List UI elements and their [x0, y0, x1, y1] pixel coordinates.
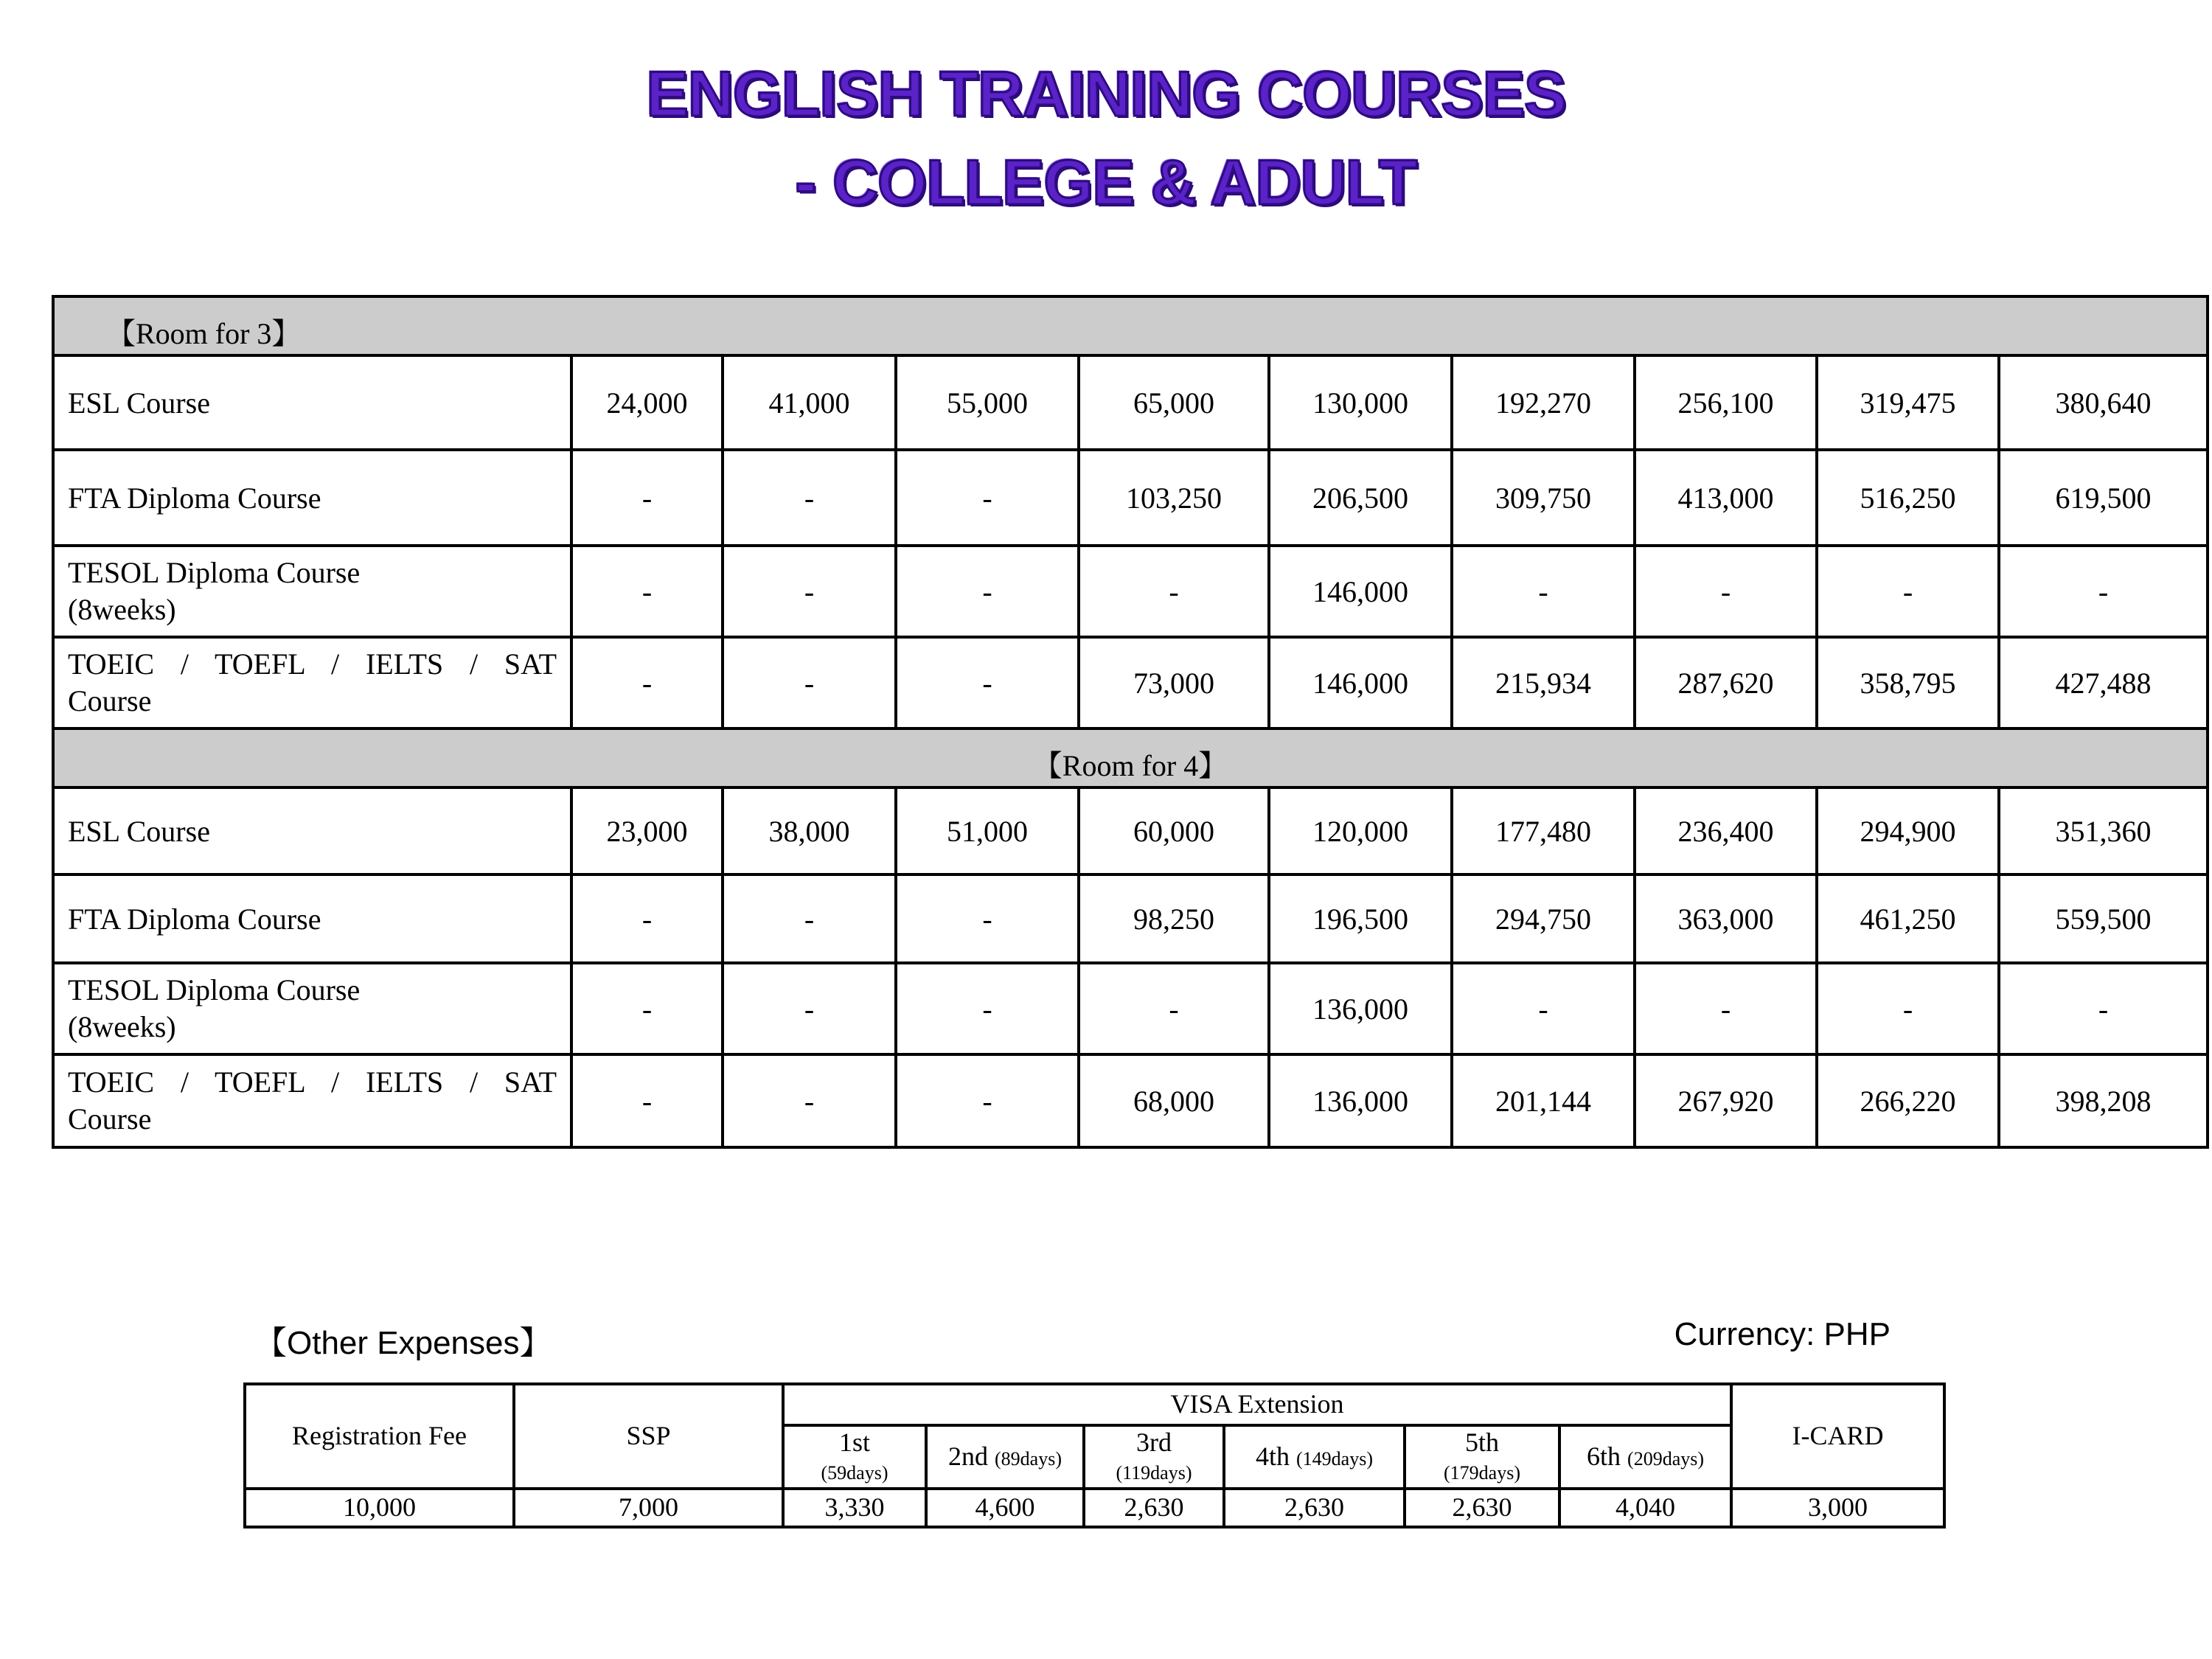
price-cell: - — [723, 1054, 896, 1147]
other-expenses-table — [243, 1382, 1946, 1528]
price-cell: - — [571, 874, 723, 963]
price-cell: 201,144 — [1452, 1054, 1635, 1147]
price-cell: 38,000 — [723, 787, 896, 874]
registration-fee-header: Registration Fee — [245, 1384, 514, 1489]
price-cell: 196,500 — [1269, 874, 1452, 963]
course-name: ESL Course — [53, 355, 571, 450]
other-expenses-label: 【Other Expenses】 — [254, 1325, 552, 1361]
expense-value: 4,040 — [1559, 1489, 1731, 1527]
price-cell: - — [896, 963, 1079, 1054]
price-cell: - — [1452, 546, 1635, 637]
course-name: TOEIC / TOEFL / IELTS / SAT Course — [53, 1054, 571, 1147]
price-cell: 24,000 — [571, 355, 723, 450]
table-row — [53, 450, 2208, 546]
price-cell: 413,000 — [1635, 450, 1817, 546]
price-cell: 73,000 — [1079, 637, 1269, 728]
expense-value: 4,600 — [926, 1489, 1084, 1527]
price-cell: 236,400 — [1635, 787, 1817, 874]
price-cell: 380,640 — [1999, 355, 2208, 450]
price-cell: 516,250 — [1817, 450, 1999, 546]
price-cell: 267,920 — [1635, 1054, 1817, 1147]
price-cell: - — [1635, 963, 1817, 1054]
ssp-header: SSP — [514, 1384, 783, 1489]
price-cell: 363,000 — [1635, 874, 1817, 963]
price-cell: 130,000 — [1269, 355, 1452, 450]
visa-extension-header: VISA Extension — [783, 1384, 1731, 1425]
visa-3rd-header: 3rd (119days) — [1084, 1425, 1224, 1489]
price-cell: - — [1999, 546, 2208, 637]
price-cell: - — [1635, 546, 1817, 637]
price-cell: - — [896, 1054, 1079, 1147]
price-cell: 351,360 — [1999, 787, 2208, 874]
price-cell: 177,480 — [1452, 787, 1635, 874]
price-cell: 120,000 — [1269, 787, 1452, 874]
icard-header: I-CARD — [1731, 1384, 1944, 1489]
page-title-line-2: - COLLEGE & ADULT — [795, 147, 1417, 218]
price-cell: 256,100 — [1635, 355, 1817, 450]
price-cell: 319,475 — [1817, 355, 1999, 450]
price-cell: 266,220 — [1817, 1054, 1999, 1147]
price-cell: - — [1817, 546, 1999, 637]
expense-value: 3,000 — [1731, 1489, 1944, 1527]
price-cell: 192,270 — [1452, 355, 1635, 450]
expense-value: 2,630 — [1084, 1489, 1224, 1527]
price-cell: 68,000 — [1079, 1054, 1269, 1147]
price-cell: 103,250 — [1079, 450, 1269, 546]
price-cell: 427,488 — [1999, 637, 2208, 728]
price-cell: 398,208 — [1999, 1054, 2208, 1147]
visa-6th-header: 6th (209days) — [1559, 1425, 1731, 1489]
price-cell: - — [896, 546, 1079, 637]
price-cell: 136,000 — [1269, 963, 1452, 1054]
price-cell: 23,000 — [571, 787, 723, 874]
price-cell: - — [1452, 963, 1635, 1054]
price-cell: 294,750 — [1452, 874, 1635, 963]
price-cell: - — [896, 450, 1079, 546]
price-cell: - — [723, 963, 896, 1054]
course-fee-table — [52, 295, 2209, 1149]
price-cell: 619,500 — [1999, 450, 2208, 546]
table-row — [53, 355, 2208, 450]
price-cell: 358,795 — [1817, 637, 1999, 728]
price-cell: - — [723, 450, 896, 546]
expense-value: 3,330 — [783, 1489, 926, 1527]
visa-2nd-header: 2nd (89days) — [926, 1425, 1084, 1489]
price-cell: - — [571, 546, 723, 637]
price-cell: 559,500 — [1999, 874, 2208, 963]
price-cell: 41,000 — [723, 355, 896, 450]
table-row — [53, 787, 2208, 874]
visa-4th-header: 4th (149days) — [1224, 1425, 1405, 1489]
section-label: 【Room for 4】 — [53, 728, 2208, 787]
section-row — [53, 728, 2208, 787]
expense-value: 10,000 — [245, 1489, 514, 1527]
table-row — [53, 1054, 2208, 1147]
price-cell: - — [571, 963, 723, 1054]
course-name: TOEIC / TOEFL / IELTS / SAT Course — [53, 637, 571, 728]
price-cell: 136,000 — [1269, 1054, 1452, 1147]
price-cell: 65,000 — [1079, 355, 1269, 450]
visa-1st-header: 1st (59days) — [783, 1425, 926, 1489]
price-cell: 461,250 — [1817, 874, 1999, 963]
expense-value: 2,630 — [1405, 1489, 1559, 1527]
course-name: FTA Diploma Course — [53, 874, 571, 963]
price-cell: - — [1999, 963, 2208, 1054]
table-row — [53, 874, 2208, 963]
table-row — [53, 637, 2208, 728]
visa-5th-header: 5th (179days) — [1405, 1425, 1559, 1489]
price-cell: - — [896, 874, 1079, 963]
section-row — [53, 296, 2208, 355]
price-cell: 98,250 — [1079, 874, 1269, 963]
price-cell: 309,750 — [1452, 450, 1635, 546]
price-cell: 51,000 — [896, 787, 1079, 874]
section-label: 【Room for 3】 — [53, 296, 2208, 355]
price-cell: 60,000 — [1079, 787, 1269, 874]
price-cell: - — [896, 637, 1079, 728]
price-cell: - — [571, 1054, 723, 1147]
price-cell: 206,500 — [1269, 450, 1452, 546]
currency-label: Currency: PHP — [1674, 1316, 1891, 1352]
price-cell: 215,934 — [1452, 637, 1635, 728]
price-cell: - — [723, 637, 896, 728]
course-name: ESL Course — [53, 787, 571, 874]
page-title-line-1: ENGLISH TRAINING COURSES — [646, 59, 1566, 130]
price-cell: - — [1079, 546, 1269, 637]
course-name: TESOL Diploma Course (8weeks) — [53, 963, 571, 1054]
price-cell: 146,000 — [1269, 546, 1452, 637]
price-cell: 294,900 — [1817, 787, 1999, 874]
course-name: TESOL Diploma Course (8weeks) — [53, 546, 571, 637]
table-row — [53, 546, 2208, 637]
price-cell: 287,620 — [1635, 637, 1817, 728]
price-cell: - — [1079, 963, 1269, 1054]
price-cell: - — [571, 450, 723, 546]
expense-value: 2,630 — [1224, 1489, 1405, 1527]
expense-value: 7,000 — [514, 1489, 783, 1527]
price-cell: - — [1817, 963, 1999, 1054]
price-cell: 55,000 — [896, 355, 1079, 450]
course-name: FTA Diploma Course — [53, 450, 571, 546]
price-cell: - — [723, 874, 896, 963]
price-cell: - — [571, 637, 723, 728]
price-cell: - — [723, 546, 896, 637]
table-row — [53, 963, 2208, 1054]
price-cell: 146,000 — [1269, 637, 1452, 728]
